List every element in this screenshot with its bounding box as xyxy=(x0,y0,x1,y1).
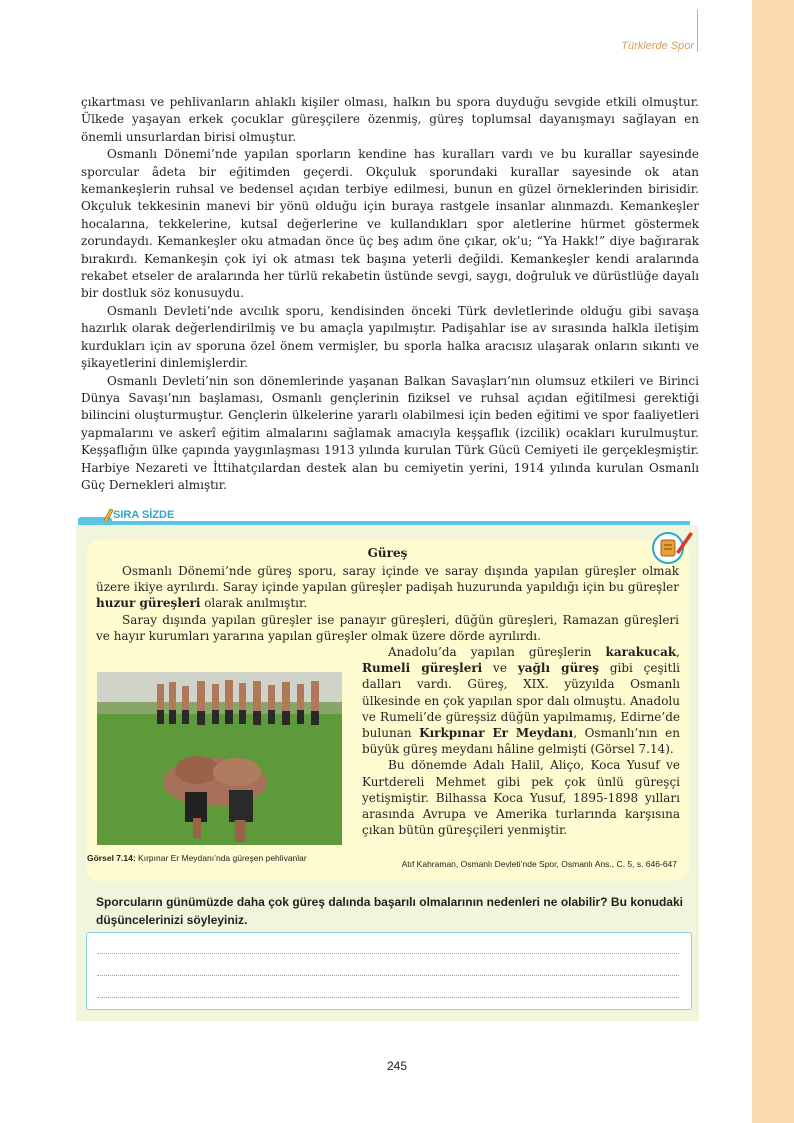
paragraph-1: çıkartması ve pehlivanların ahlaklı kişiler olması, halkın bu spora duyduğu sevgide etkili olmuştur. Ülkede yaşayan erkek çocuklar güreşçilere özenmiş, güreş toplumsal dayanışmayı sağlayan en önemli unsurlardan birisi olmuştur. xyxy=(81,95,699,144)
box-paragraph-2: Saray dışında yapılan güreşler ise panayır güreşleri, düğün güreşleri, Ramazan güreşleri ve hayır kurumları yararına yapılan güreşler olmak üzere dörde ayrılırdı. xyxy=(96,612,679,643)
photo-caption: Görsel 7.14: Kırpınar Er Meydanı’nda güreşen pehlivanlar xyxy=(87,853,307,863)
box-paragraph-4: Bu dönemde Adalı Halil, Aliço, Koca Yusuf ve Kurtdereli Mehmet gibi pek çok ünlü güreşçi yetişmiştir. Bilhassa Koca Yusuf, 1895-1898 yılları arasında Avrupa ve Amerika turlarında karşısına çıkan bütün güreşçileri yenmiştir. xyxy=(362,758,680,838)
box-text-column xyxy=(362,644,680,838)
answer-line[interactable] xyxy=(97,953,679,954)
sira-sizde-label: SIRA SİZDE xyxy=(113,509,175,521)
paragraph-4: Osmanlı Devleti’nin son dönemlerinde yaşanan Balkan Savaşları’nın olumsuz etkileri ve Birinci Dünya Savaşı’nın başlaması, Osmanlı gençlerinin fiziksel ve ruhsal açıdan eğitilmesi gerektiği bilincini oluşturmuştur. Gençlerin ülkelerine yararlı olabilmesi için beden eğitimi ve spor faaliyetleri yapmalarını ve askerî eğitim almalarını sağlamak amacıyla keşşaflık (izcilik) ocakları kurulmuştur. Keşşaflığın ülke çapında yaygınlaşması 1913 yılında kurulan Türk Gücü Cemiyeti ile gerçekleşmiştir. Harbiye Nezareti ve İttihatçılardan destek alan bu cemiyetin yerini, 1914 yılında kurulan Osmanlı Güç Dernekleri almıştır. xyxy=(81,373,699,492)
term-kirkpinar: Kırkpınar Er Meydanı xyxy=(419,726,574,741)
box-text-top xyxy=(96,563,679,644)
side-color-band xyxy=(752,0,794,1123)
box-paragraph-3: Anadolu’da yapılan güreşlerin karakucak, Rumeli güreşleri ve yağlı güreş gibi çeşitli dalları vardı. Güreş, XIX. yüzyılda Osmanlı ülkesinde en çok yapılan spor dalı olmuştu. Anadolu ve Rumeli’de güreşsiz düğün yapılmamış, Edirne’de bulunan Kırkpınar Er Meydanı, Osmanlı’nın en büyük güreş meydanı hâline gelmişti (Görsel 7.14). xyxy=(362,645,681,757)
answer-line[interactable] xyxy=(97,975,679,976)
term-rumeli-guresleri: Rumeli güreşleri xyxy=(362,661,483,676)
paragraph-3: Osmanlı Devleti’nde avcılık sporu, kendisinden önceki Türk devletlerinde olduğu gibi savaşa hazırlık olarak değerlendirilmiş ve bu amaçla yapılmıştır. Padişahlar ise av sırasında halkla iletişim kurdukları için av sporuna özel önem vermişler, bu sporla halka aracısız ulaşarak onların sıkıntı ve şikayetlerini dinlemişlerdir. xyxy=(81,303,699,371)
discussion-question: Sporcuların günümüzde daha çok güreş dalında başarılı olmalarının nedenleri ne olabilir? Bu konudaki düşüncelerinizi söyleyiniz. xyxy=(96,895,683,927)
box-title: Güreş xyxy=(367,546,408,560)
body-text xyxy=(81,94,699,494)
term-yagli-gures: yağlı güreş xyxy=(517,661,600,676)
wrestlers-photo xyxy=(97,672,342,845)
paragraph-2: Osmanlı Dönemi’nde yapılan sporların kendine has kuralları vardı ve bu kurallar sayesinde sporcular âdeta bir eğitimden geçerdi. Okçuluk sporundaki kurallar sayesinde ok atan kemankeşlerin ruhsal ve bedensel açıdan terbiye edilmesi, bunun en güzel örneklerinden birisidir. Okçuluk tekkesinin manevi bir yönü olduğu için buraya rastgele insanlar alınmazdı. Kemankeşler hocalarına, tekkelerine, kutsal değerlerine ve kullandıkları spor aletlerine hürmet göstermek zorundaydı. Kemankeşler oku atmadan önce üç beş adım öne çıkar, ok’u; “Ya Hakk!” diye bağırarak bırakırdı. Kemankeşin çok iyi ok atması tek başına yeterli değildi. Kemankeşler kendi aralarında rekabet etseler de aralarında her türlü rekabetin üstünde sevgi, saygı, doğruluk ve dürüstlüğe dayalı bir dostluk söz konusuydu. xyxy=(81,147,699,301)
answer-area[interactable] xyxy=(86,932,692,1010)
answer-line[interactable] xyxy=(97,997,679,998)
source-citation: Atıf Kahraman, Osmanlı Devleti’nde Spor, Osmanlı Ans., C. 5, s. 646-647 xyxy=(401,859,677,869)
term-huzur-guresleri: huzur güreşleri xyxy=(96,596,201,611)
term-karakucak: karakucak xyxy=(605,645,677,659)
running-title: Türklerde Spor xyxy=(621,40,694,52)
box-paragraph-1: Osmanlı Dönemi’nde güreş sporu, saray içinde ve saray dışında yapılan güreşler olmak üzere ikiye ayrılırdı. Saray içinde yapılan güreşler padişah huzurunda yapıldığı için bu güreşler huzur güreşleri olarak anılmıştır. xyxy=(96,564,679,611)
page-number: 245 xyxy=(386,1059,408,1073)
header-divider xyxy=(697,10,698,52)
